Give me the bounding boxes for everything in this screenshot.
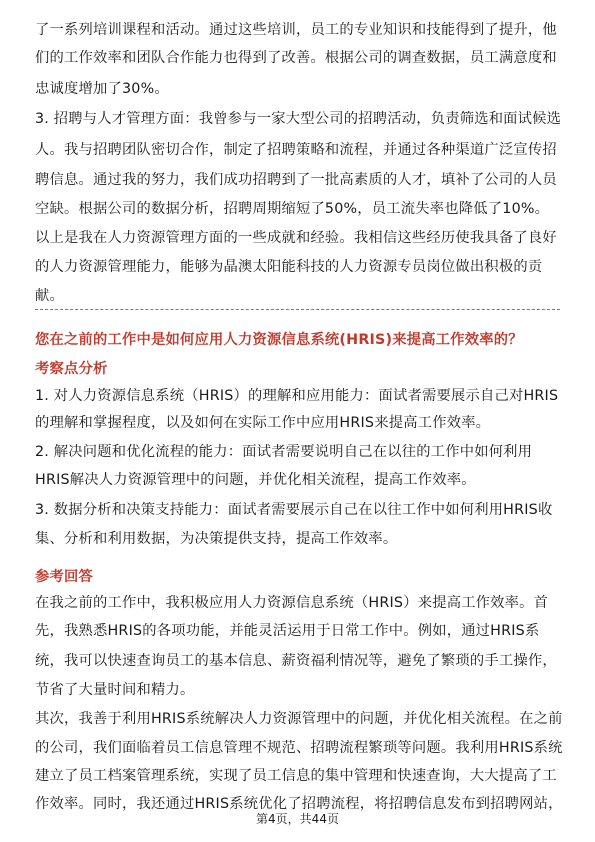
- answer-heading: 参考回答: [35, 569, 93, 585]
- paragraph-line: 3. 招聘与人才管理方面：我曾参与一家大型公司的招聘活动，负责筛选和面试候选: [35, 111, 562, 127]
- paragraph-line: 忠诚度增加了30%。: [35, 81, 169, 97]
- paragraph-line: 聘信息。通过我的努力，我们成功招聘到了一批高素质的人才，填补了公司的人员: [35, 172, 557, 188]
- paragraph-line: 人。我与招聘团队密切合作，制定了招聘策略和流程，并通过各种渠道广泛宣传招: [35, 142, 557, 158]
- answer-line: 先，我熟悉HRIS的各项功能，并能灵活运用于日常工作中。例如，通过HRIS系: [35, 623, 540, 639]
- analysis-line: HRIS解决人力资源管理中的问题，并优化相关流程，提高工作效率。: [35, 472, 476, 488]
- answer-line: 建立了员工档案管理系统，实现了员工信息的集中管理和快速查询，大大提高了工: [35, 768, 557, 784]
- section-divider: [35, 309, 560, 310]
- answer-line: 的公司，我们面临着员工信息管理不规范、招聘流程繁琐等问题。我利用HRIS系统: [35, 740, 563, 756]
- analysis-heading: 考察点分析: [35, 361, 108, 377]
- analysis-line: 3. 数据分析和决策支持能力：面试者需要展示自己在以往工作中如何利用HRIS收: [35, 502, 553, 518]
- analysis-line: 1. 对人力资源信息系统（HRIS）的理解和应用能力：面试者需要展示自己对HRIS: [35, 388, 559, 404]
- answer-line: 统，我可以快速查询员工的基本信息、薪资福利情况等，避免了繁琐的手工操作，: [35, 653, 557, 669]
- paragraph-line: 们的工作效率和团队合作能力也得到了改善。根据公司的调查数据，员工满意度和: [35, 50, 557, 66]
- answer-line: 作效率。同时，我还通过HRIS系统优化了招聘流程，将招聘信息发布到招聘网站，: [35, 796, 563, 812]
- question-title: 您在之前的工作中是如何应用人力资源信息系统(HRIS)来提高工作效率的？: [35, 332, 523, 348]
- answer-line: 节省了大量时间和精力。: [35, 682, 195, 698]
- paragraph-line: 以上是我在人力资源管理方面的一些成就和经验。我相信这些经历使我具备了良好: [35, 230, 557, 246]
- paragraph-line: 空缺。根据公司的数据分析，招聘周期缩短了50%，员工流失率也降低了10%。: [35, 201, 550, 217]
- paragraph-line: 了一系列培训课程和活动。通过这些培训，员工的专业知识和技能得到了提升，他: [35, 22, 557, 38]
- analysis-line: 集、分析和利用数据，为决策提供支持，提高工作效率。: [35, 531, 398, 547]
- answer-line: 在我之前的工作中，我积极应用人力资源信息系统（HRIS）来提高工作效率。首: [35, 595, 549, 611]
- analysis-line: 2. 解决问题和优化流程的能力：面试者需要说明自己在以往的工作中如何利用: [35, 444, 533, 460]
- answer-line: 其次，我善于利用HRIS系统解决人力资源管理中的问题，并优化相关流程。在之前: [35, 711, 563, 727]
- paragraph-line: 的人力资源管理能力，能够为晶澳太阳能科技的人力资源专员岗位做出积极的贡: [35, 259, 543, 275]
- paragraph-line: 献。: [35, 288, 64, 304]
- analysis-line: 的理解和掌握程度，以及如何在实际工作中应用HRIS来提高工作效率。: [35, 415, 491, 431]
- page-number: 第4页，共44页: [256, 812, 339, 826]
